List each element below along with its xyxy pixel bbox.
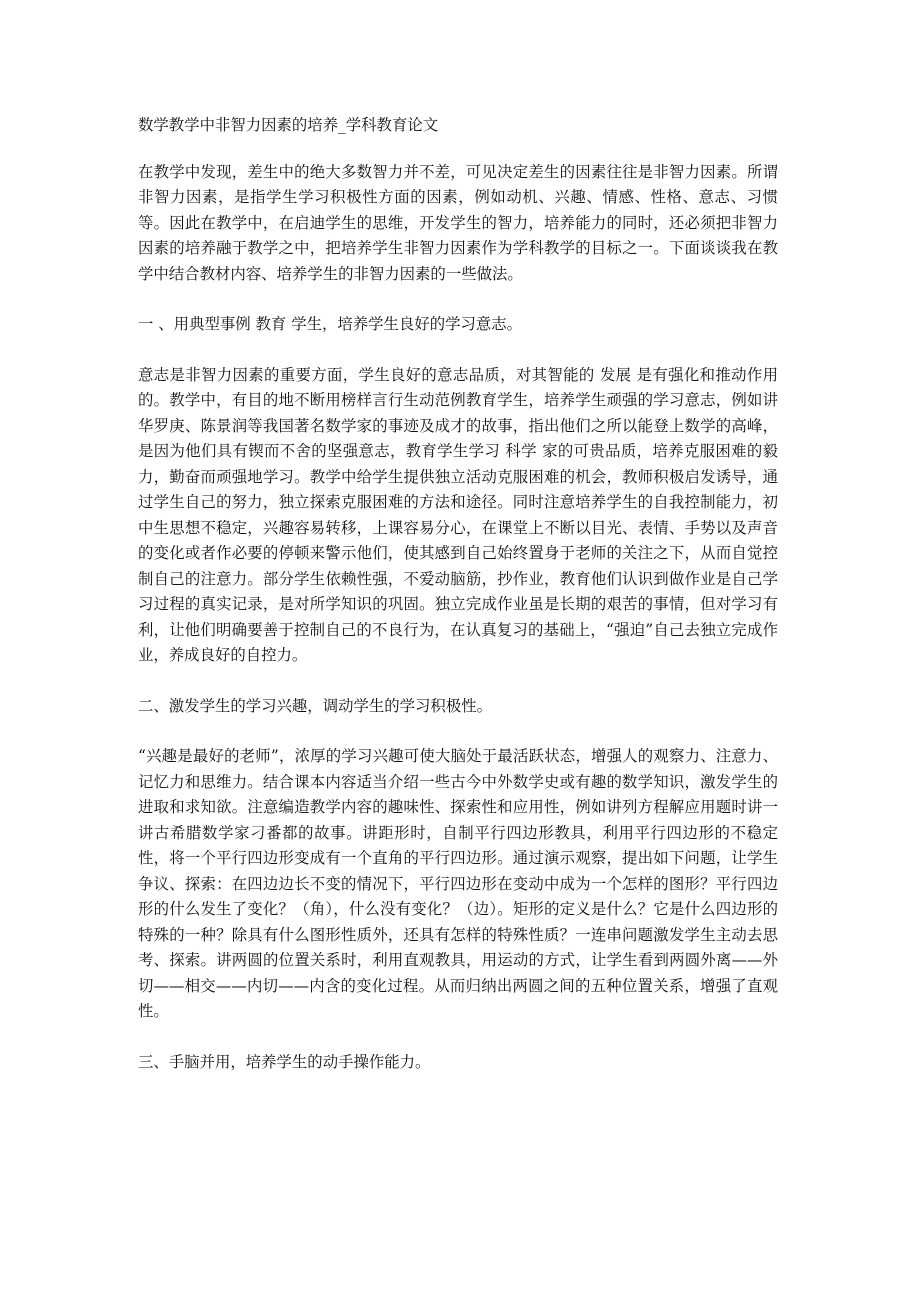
section-3-heading: 三、手脑并用，培养学生的动手操作能力。 [138, 1052, 431, 1071]
section-2-paragraph: “兴趣是最好的老师”，浓厚的学习兴趣可使大脑处于最活跃状态，增强人的观察力、注意力、记忆力和思维力。结合课本内容适当介绍一些古今中外数学史或有趣的数学知识，激发学生的进取和求知欲。注意编造教学内容的趣味性、探索性和应用性，例如讲列方程解应用题时讲一讲古希腊数学家刁番都的故事。讲距形时，自制平行四边形教具，利用平行四边形的不稳定性，将一个平行四边形变成有一个直角的平行四边形。通过演示观察，提出如下问题，让学生争议、探索：在四边边长不变的情况下，平行四边形在变动中成为一个怎样的图形？平行四边形的什么发生了变化？（角），什么没有变化？（边）。矩形的定义是什么？它是什么四边形的特殊的一种？除具有什么图形性质外，还具有怎样的特殊性质？一连串问题激发学生主动去思考、探索。讲两圆的位置关系时，利用直观教具，用运动的方式，让学生看到两圆外离——外切——相交——内切——内含的变化过程。从而归纳出两圆之间的五种位置关系，增强了直观性。 [138, 747, 778, 1020]
section-1-heading: 一 、用典型事例 教育 学生，培养学生良好的学习意志。 [138, 315, 523, 333]
document-title: 数学教学中非智力因素的培养_学科教育论文 [138, 116, 439, 134]
section-2-heading: 二、激发学生的学习兴趣，调动学生的学习积极性。 [138, 696, 492, 715]
document-page [138, 113, 778, 1100]
section-1-paragraph: 意志是非智力因素的重要方面，学生良好的意志品质，对其智能的 发展 是有强化和推动作用的。教学中，有目的地不断用榜样言行生动范例教育学生，培养学生顽强的学习意志，例如讲华罗庚、陈景润等我国著名数学家的事迹及成才的故事，指出他们之所以能登上数学的高峰，是因为他们具有锲而不舍的坚强意志，教育学生学习 科学 家的可贵品质，培养克服困难的毅力，勤奋而顽强地学习。教学中给学生提供独立活动克服困难的机会，教师积极启发诱导，通过学生自己的努力，独立探索克服困难的方法和途径。同时注意培养学生的自我控制能力，初中生思想不稳定，兴趣容易转移，上课容易分心，在课堂上不断以目光、表情、手势以及声音的变化或者作必要的停顿来警示他们，使其感到自己始终置身于老师的关注之下，从而自觉控制自己的注意力。部分学生依赖性强，不爱动脑筋，抄作业，教育他们认识到做作业是自己学习过程的真实记录，是对所学知识的巩固。独立完成作业虽是长期的艰苦的事情，但对学习有利，让他们明确要善于控制自己的不良行为，在认真复习的基础上，“强迫”自己去独立完成作业，养成良好的自控力。 [138, 365, 778, 664]
intro-paragraph: 在教学中发现，差生中的绝大多数智力并不差，可见决定差生的因素往往是非智力因素。所谓非智力因素，是指学生学习积极性方面的因素，例如动机、兴趣、情感、性格、意志、习惯等。因此在教学中，在启迪学生的思维，开发学生的智力，培养能力的同时，还必须把非智力因素的培养融于教学之中，把培养学生非智力因素作为学科教学的目标之一。下面谈谈我在教学中结合教材内容、培养学生的非智力因素的一些做法。 [138, 162, 778, 283]
